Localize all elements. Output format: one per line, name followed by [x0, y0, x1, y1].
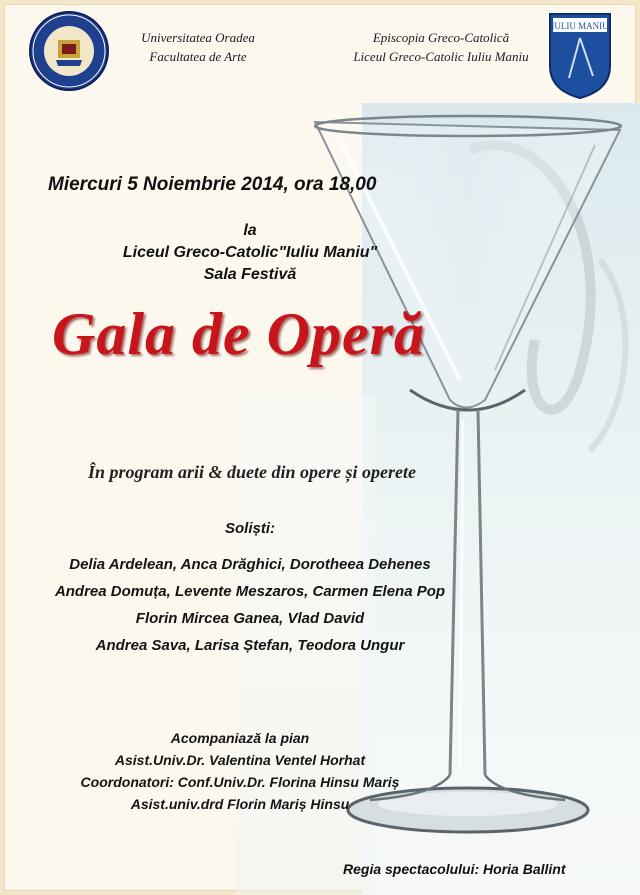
- university-name: Universitatea Oradea: [141, 30, 255, 45]
- soloists-line: Andrea Domuța, Levente Meszaros, Carmen Elena Pop: [54, 583, 446, 600]
- soloists-heading: Soliști:: [224, 520, 275, 537]
- event-title: Gala de Operă: [52, 301, 425, 367]
- venue-hall: Sala Festivă: [203, 266, 297, 283]
- director-credit: Regia spectacolului: Horia Ballint: [343, 861, 566, 877]
- header-right: [336, 28, 546, 66]
- piano-heading: Acompaniază la pian: [170, 730, 310, 746]
- coordinators-line: Coordonatori: Conf.Univ.Dr. Florina Hinsu Mariș: [80, 774, 400, 790]
- faculty-name: Facultatea de Arte: [149, 49, 247, 64]
- shield-label: IULIU MANIU: [551, 21, 609, 31]
- venue-at: la: [243, 222, 257, 239]
- venue-name: Liceul Greco-Catolic"Iuliu Maniu": [122, 244, 378, 261]
- iuliu-maniu-shield-logo: [547, 8, 613, 100]
- event-date: Miercuri 5 Noiembrie 2014, ora 18,00: [48, 174, 377, 195]
- soloists-line: Delia Ardelean, Anca Drăghici, Dorotheea Dehenes: [69, 556, 431, 573]
- pianist-name: Asist.Univ.Dr. Valentina Ventel Horhat: [114, 752, 366, 768]
- header-left: [118, 28, 278, 66]
- event-venue: [0, 220, 500, 286]
- eparchy-name: Episcopia Greco-Catolică: [372, 30, 510, 45]
- assistant-line: Asist.univ.drd Florin Mariș Hinsu: [130, 796, 350, 812]
- university-seal-logo: [28, 10, 110, 92]
- soloists-line: Andrea Sava, Larisa Ștefan, Teodora Ungur: [95, 637, 405, 654]
- high-school-name: Liceul Greco-Catolic Iuliu Maniu: [353, 49, 529, 64]
- program-description: În program arii & duete din opere și operete: [88, 462, 416, 482]
- soloists-line: Florin Mircea Ganea, Vlad David: [135, 610, 365, 627]
